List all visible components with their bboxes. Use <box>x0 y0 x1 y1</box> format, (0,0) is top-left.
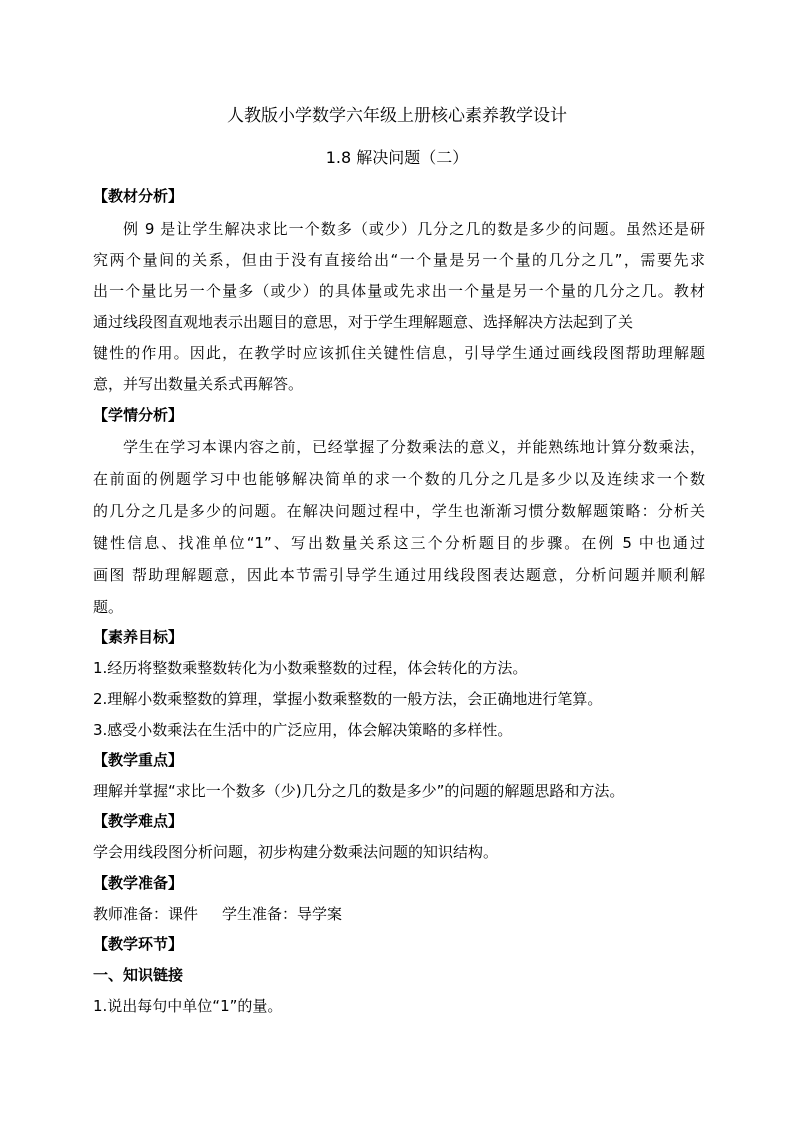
teacher-preparation: 教师准备：课件 <box>93 905 199 923</box>
paragraph-line: 学生在学习本课内容之前，已经掌握了分数乘法的意义，并能熟练地计算分数乘法， <box>123 438 705 456</box>
process-item: 1.说出每句中单位“1”的量。 <box>93 997 283 1015</box>
lesson-subtitle: 1.8 解决问题（二） <box>325 148 469 167</box>
process-heading: 【教学环节】 <box>93 935 184 953</box>
paragraph-line: 例 9 是让学生解决求比一个数多（或少）几分之几的数是多少的问题。虽然还是研 <box>123 220 705 238</box>
paragraph-line: 在前面的例题学习中也能够解决简单的求一个数的几分之几是多少以及连续求一个数 <box>93 470 705 488</box>
paragraph-line: 键性信息、找准单位“1”、写出数量关系这三个分析题目的步骤。在例 5 中也通过 <box>93 534 705 552</box>
paragraph-line: 究两个量间的关系，但由于没有直接给出“一个量是另一个量的几分之几”，需要先求 <box>93 251 705 269</box>
key-points-heading: 【教学重点】 <box>93 751 184 769</box>
key-points-text: 理解并掌握“求比一个数多（少)几分之几的数是多少”的问题的解题思路和方法。 <box>93 782 625 800</box>
paragraph-line: 题。 <box>93 598 124 616</box>
literacy-goals-heading: 【素养目标】 <box>93 628 184 646</box>
preparation-heading: 【教学准备】 <box>93 874 184 892</box>
document-title: 人教版小学数学六年级上册核心素养教学设计 <box>227 106 567 126</box>
textbook-analysis-heading: 【教材分析】 <box>93 187 184 205</box>
paragraph-line: 的几分之几是多少的问题。在解决问题过程中，学生也渐渐习惯分数解题策略：分析关 <box>93 502 705 520</box>
paragraph-line: 出一个量比另一个量多（或少）的具体量或先求出一个量是另一个量的几分之几。教材 <box>93 282 705 300</box>
student-preparation: 学生准备：导学案 <box>222 905 343 923</box>
goal-item: 2.理解小数乘整数的算理，掌握小数乘整数的一般方法，会正确地进行笔算。 <box>93 690 603 708</box>
preparation-line <box>93 904 705 924</box>
student-analysis-heading: 【学情分析】 <box>93 406 184 424</box>
paragraph-line: 意，并写出数量关系式再解答。 <box>93 375 304 393</box>
paragraph-line: 画图 帮助理解题意，因此本节需引导学生通过用线段图表达题意，分析问题并顺利解 <box>93 566 705 584</box>
goal-item: 1.经历将整数乘整数转化为小数乘整数的过程，体会转化的方法。 <box>93 659 528 677</box>
difficulties-text: 学会用线段图分析问题，初步构建分数乘法问题的知识结构。 <box>93 843 499 861</box>
paragraph-line: 键性的作用。因此，在教学时应该抓住关键性信息，引导学生通过画线段图帮助理解题 <box>93 344 705 362</box>
section-heading: 一、知识链接 <box>93 966 184 984</box>
goal-item: 3.感受小数乘法在生活中的广泛应用，体会解决策略的多样性。 <box>93 721 513 739</box>
difficulties-heading: 【教学难点】 <box>93 812 184 830</box>
paragraph-line: 通过线段图直观地表示出题目的意思，对于学生理解题意、选择解决方法起到了关 <box>93 313 634 331</box>
